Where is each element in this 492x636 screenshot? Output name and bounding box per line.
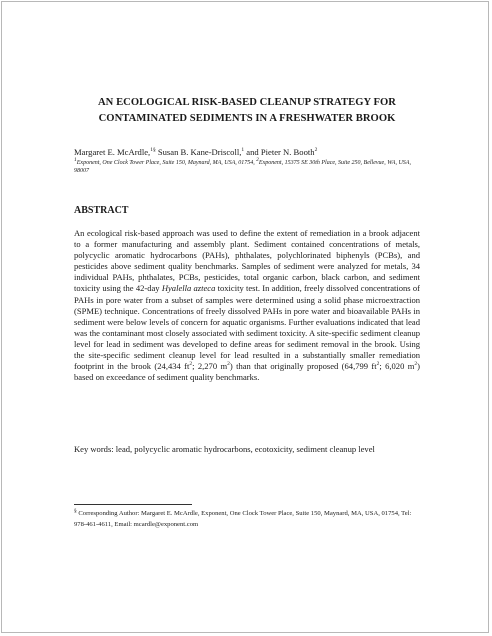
keywords: Key words: lead, polycyclic aromatic hydrocarbons, ecotoxicity, sediment cleanup level xyxy=(74,444,375,454)
abstract-superscript: 2 xyxy=(189,361,193,368)
author-1-affiliation-mark: 1§ xyxy=(150,147,156,154)
abstract-text-6: ) based on exceedance of sediment quality benchmarks. xyxy=(74,361,420,383)
author-1: Margaret E. McArdle, xyxy=(74,147,151,157)
abstract-superscript: 2 xyxy=(414,361,418,368)
footnote xyxy=(74,509,420,530)
footnote-mark: § xyxy=(74,507,77,514)
footnote-text: Corresponding Author: Margaret E. McArdle, Exponent, One Clock Tower Place, Suite 150, Maynard, MA, USA, 01754, Tel: 978-461-4611, Email: mcardle@exponent.com xyxy=(74,510,412,528)
author-3-affiliation-mark: 2 xyxy=(314,147,318,154)
affiliations xyxy=(74,159,420,176)
affiliation-2-mark: 2 xyxy=(254,157,259,163)
author-list xyxy=(74,147,420,158)
abstract-text-3: ; 2,270 m xyxy=(192,361,228,372)
title-line-1: AN ECOLOGICAL RISK-BASED CLEANUP STRATEGY FOR xyxy=(97,97,397,108)
abstract-text-1: An ecological risk-based approach was used to define the extent of remediation in a brook adjacent to a former manufacturing and assembly plant. Sediment contained concentrations of metals, polycyclic aromatic hydrocarbons (PAHs), phthalates, polychlorinated biphenyls (PCBs), and pesticides above sediment quality benchmarks. Samples of sediment were analyzed for metals, 34 individual PAHs, phthalates, PCBs, pesticides, total organic carbon, black carbon, and sediment toxicity using the 42-day xyxy=(74,228,420,294)
affiliation-2: Exponent, 15375 SE 30th Place, Suite 250, Bellevue, WA, USA, 98007 xyxy=(74,160,411,175)
author-2: Susan B. Kane-Driscoll, xyxy=(155,147,242,157)
abstract-body xyxy=(74,228,420,383)
abstract-text-5: ; 6,020 m xyxy=(379,361,415,372)
author-2-affiliation-mark: 1 xyxy=(241,147,245,154)
paper-title xyxy=(74,95,420,127)
title-line-2: CONTAMINATED SEDIMENTS IN A FRESHWATER BROOK xyxy=(98,113,396,124)
footnote-rule xyxy=(74,504,192,505)
abstract-species-name: Hyalella azteca xyxy=(161,283,216,294)
abstract-superscript: 2 xyxy=(227,361,230,368)
abstract-heading: ABSTRACT xyxy=(74,205,129,216)
affiliation-1-mark: 1 xyxy=(74,157,77,163)
abstract-text-2: toxicity test. In addition, freely dissolved concentrations of PAHs in pore water from a subset of samples were determined using a solid phase microextraction (SPME) technique. Concentrations of freely dissolved PAHs in pore water and bioavailable PAHs in sediment were below levels of concern for aquatic organisms. Further evaluations indicated that lead was the contaminant most closely associated with sediment toxicity. A site-specific sediment cleanup level for lead in sediment was developed to define areas for sediment removal in the brook. Using the site-specific sediment cleanup level for lead resulted in a substantially smaller remediation footprint in the brook (24,434 ft xyxy=(74,283,420,372)
abstract-text-4: ) than that originally proposed (64,799 ft xyxy=(229,361,377,372)
abstract-superscript: 2 xyxy=(376,361,380,368)
affiliation-1: Exponent, One Clock Tower Place, Suite 150, Maynard, MA, USA, 01754, xyxy=(76,160,255,166)
author-3: and Pieter N. Booth xyxy=(244,147,315,157)
